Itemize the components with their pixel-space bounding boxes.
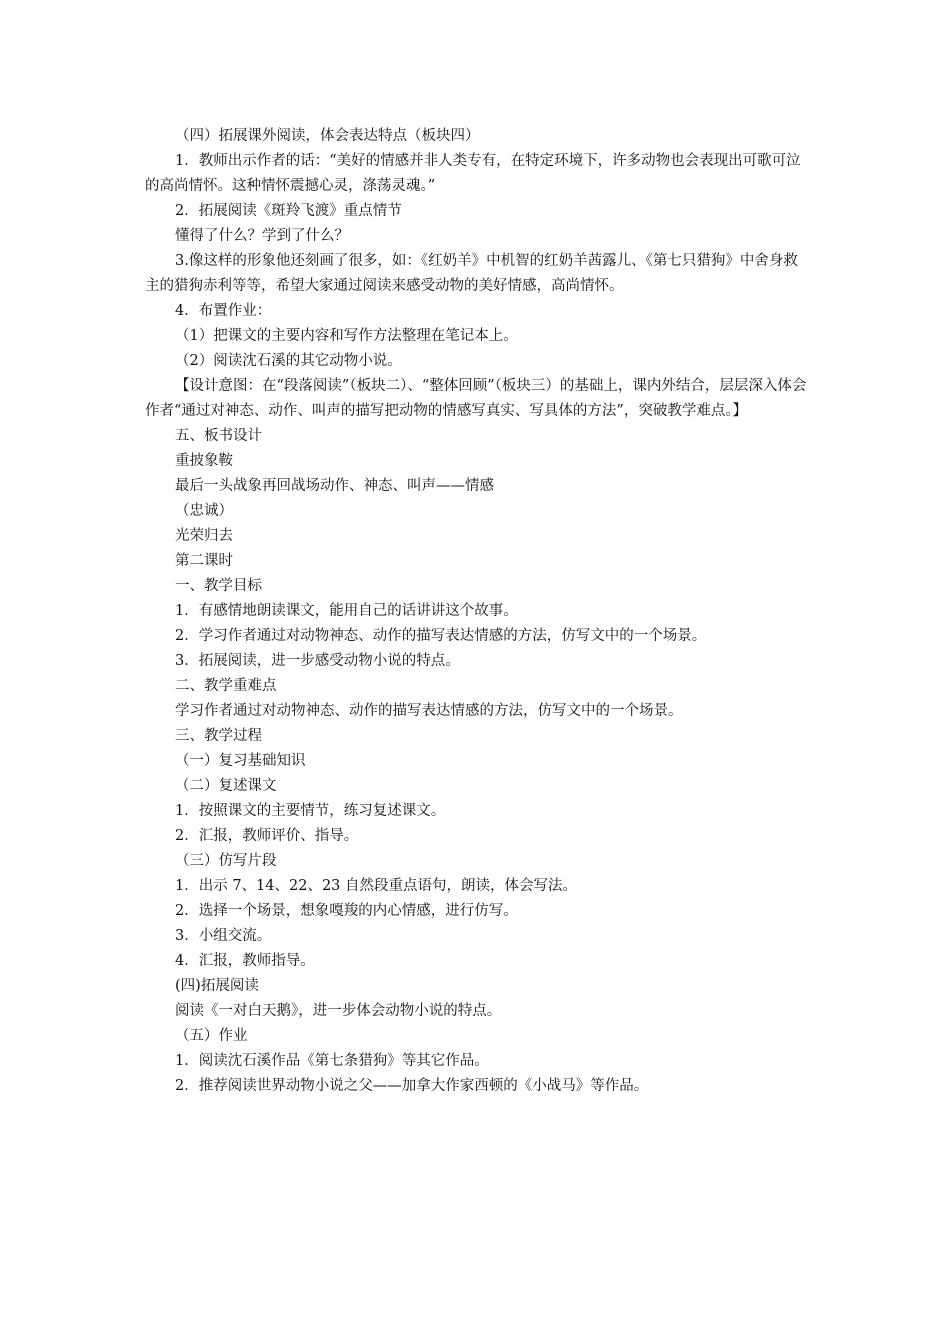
lesson-title: 第二课时: [175, 553, 233, 569]
section-heading: （四）拓展课外阅读，体会表达特点（板块四）: [175, 128, 480, 144]
paragraph: 3．小组交流。: [175, 928, 272, 944]
paragraph: 3.像这样的形象他还刻画了很多，如：《红奶羊》中机智的红奶羊茜露儿、《第七只猎狗》中舍身救主的猎狗赤利等等，希望大家通过阅读来感受动物的美好情感，高尚情怀。: [145, 253, 798, 294]
paragraph: 1．有感情地朗读课文，能用自己的话讲讲这个故事。: [175, 603, 518, 619]
paragraph: 1．按照课文的主要情节，练习复述课文。: [175, 803, 446, 819]
paragraph: 4．布置作业：: [175, 303, 272, 319]
board-line: 最后一头战象再回战场动作、神态、叫声——情感: [175, 478, 494, 494]
paragraph: 1．教师出示作者的话：“美好的情感并非人类专有，在特定环境下，许多动物也会表现出可歌可泣的高尚情怀。这种情怀震撼心灵，涤荡灵魂。”: [145, 153, 801, 194]
design-intent: 【设计意图：在“段落阅读”（板块二）、“整体回顾”（板块三）的基础上，课内外结合，层层深入体会作者“通过对神态、动作、叫声的描写把动物的情感写真实、写具体的方法”，突破教学难点。】: [145, 378, 807, 419]
paragraph: 阅读《一对白天鹅》，进一步体会动物小说的特点。: [175, 1003, 502, 1019]
section-heading: 一、教学目标: [175, 578, 262, 594]
paragraph: 2．推荐阅读世界动物小说之父——加拿大作家西顿的《小战马》等作品。: [175, 1078, 649, 1094]
paragraph: 2．选择一个场景，想象嘎羧的内心情感，进行仿写。: [175, 903, 518, 919]
section-heading: 二、教学重难点: [175, 678, 277, 694]
paragraph: 懂得了什么？学到了什么？: [175, 228, 349, 244]
paragraph: 1．出示 7、14、22、23 自然段重点语句，朗读，体会写法。: [175, 878, 578, 894]
paragraph: 4．汇报，教师指导。: [175, 953, 315, 969]
paragraph: 1．阅读沈石溪作品《第七条猎狗》等其它作品。: [175, 1053, 489, 1069]
board-line: （忠诚）: [175, 503, 233, 519]
paragraph: 2．学习作者通过对动物神态、动作的描写表达情感的方法，仿写文中的一个场景。: [175, 628, 707, 644]
section-heading: 五、板书设计: [175, 428, 262, 444]
subsection-heading: （三）仿写片段: [175, 853, 277, 869]
subsection-heading: （二）复述课文: [175, 778, 277, 794]
paragraph: 3．拓展阅读，进一步感受动物小说的特点。: [175, 653, 460, 669]
document-body: [145, 124, 810, 1099]
board-line: 光荣归去: [175, 528, 233, 544]
paragraph: 学习作者通过对动物神态、动作的描写表达情感的方法，仿写文中的一个场景。: [175, 703, 683, 719]
subsection-heading: （一）复习基础知识: [175, 753, 306, 769]
paragraph: （1）把课文的主要内容和写作方法整理在笔记本上。: [175, 328, 518, 344]
subsection-heading: (四)拓展阅读: [175, 978, 259, 994]
paragraph: 2．汇报，教师评价、指导。: [175, 828, 359, 844]
board-line: 重披象鞍: [175, 453, 233, 469]
paragraph: 2．拓展阅读《斑羚飞渡》重点情节: [175, 203, 402, 219]
section-heading: 三、教学过程: [175, 728, 262, 744]
subsection-heading: （五）作业: [175, 1028, 248, 1044]
paragraph: （2）阅读沈石溪的其它动物小说。: [175, 353, 402, 369]
